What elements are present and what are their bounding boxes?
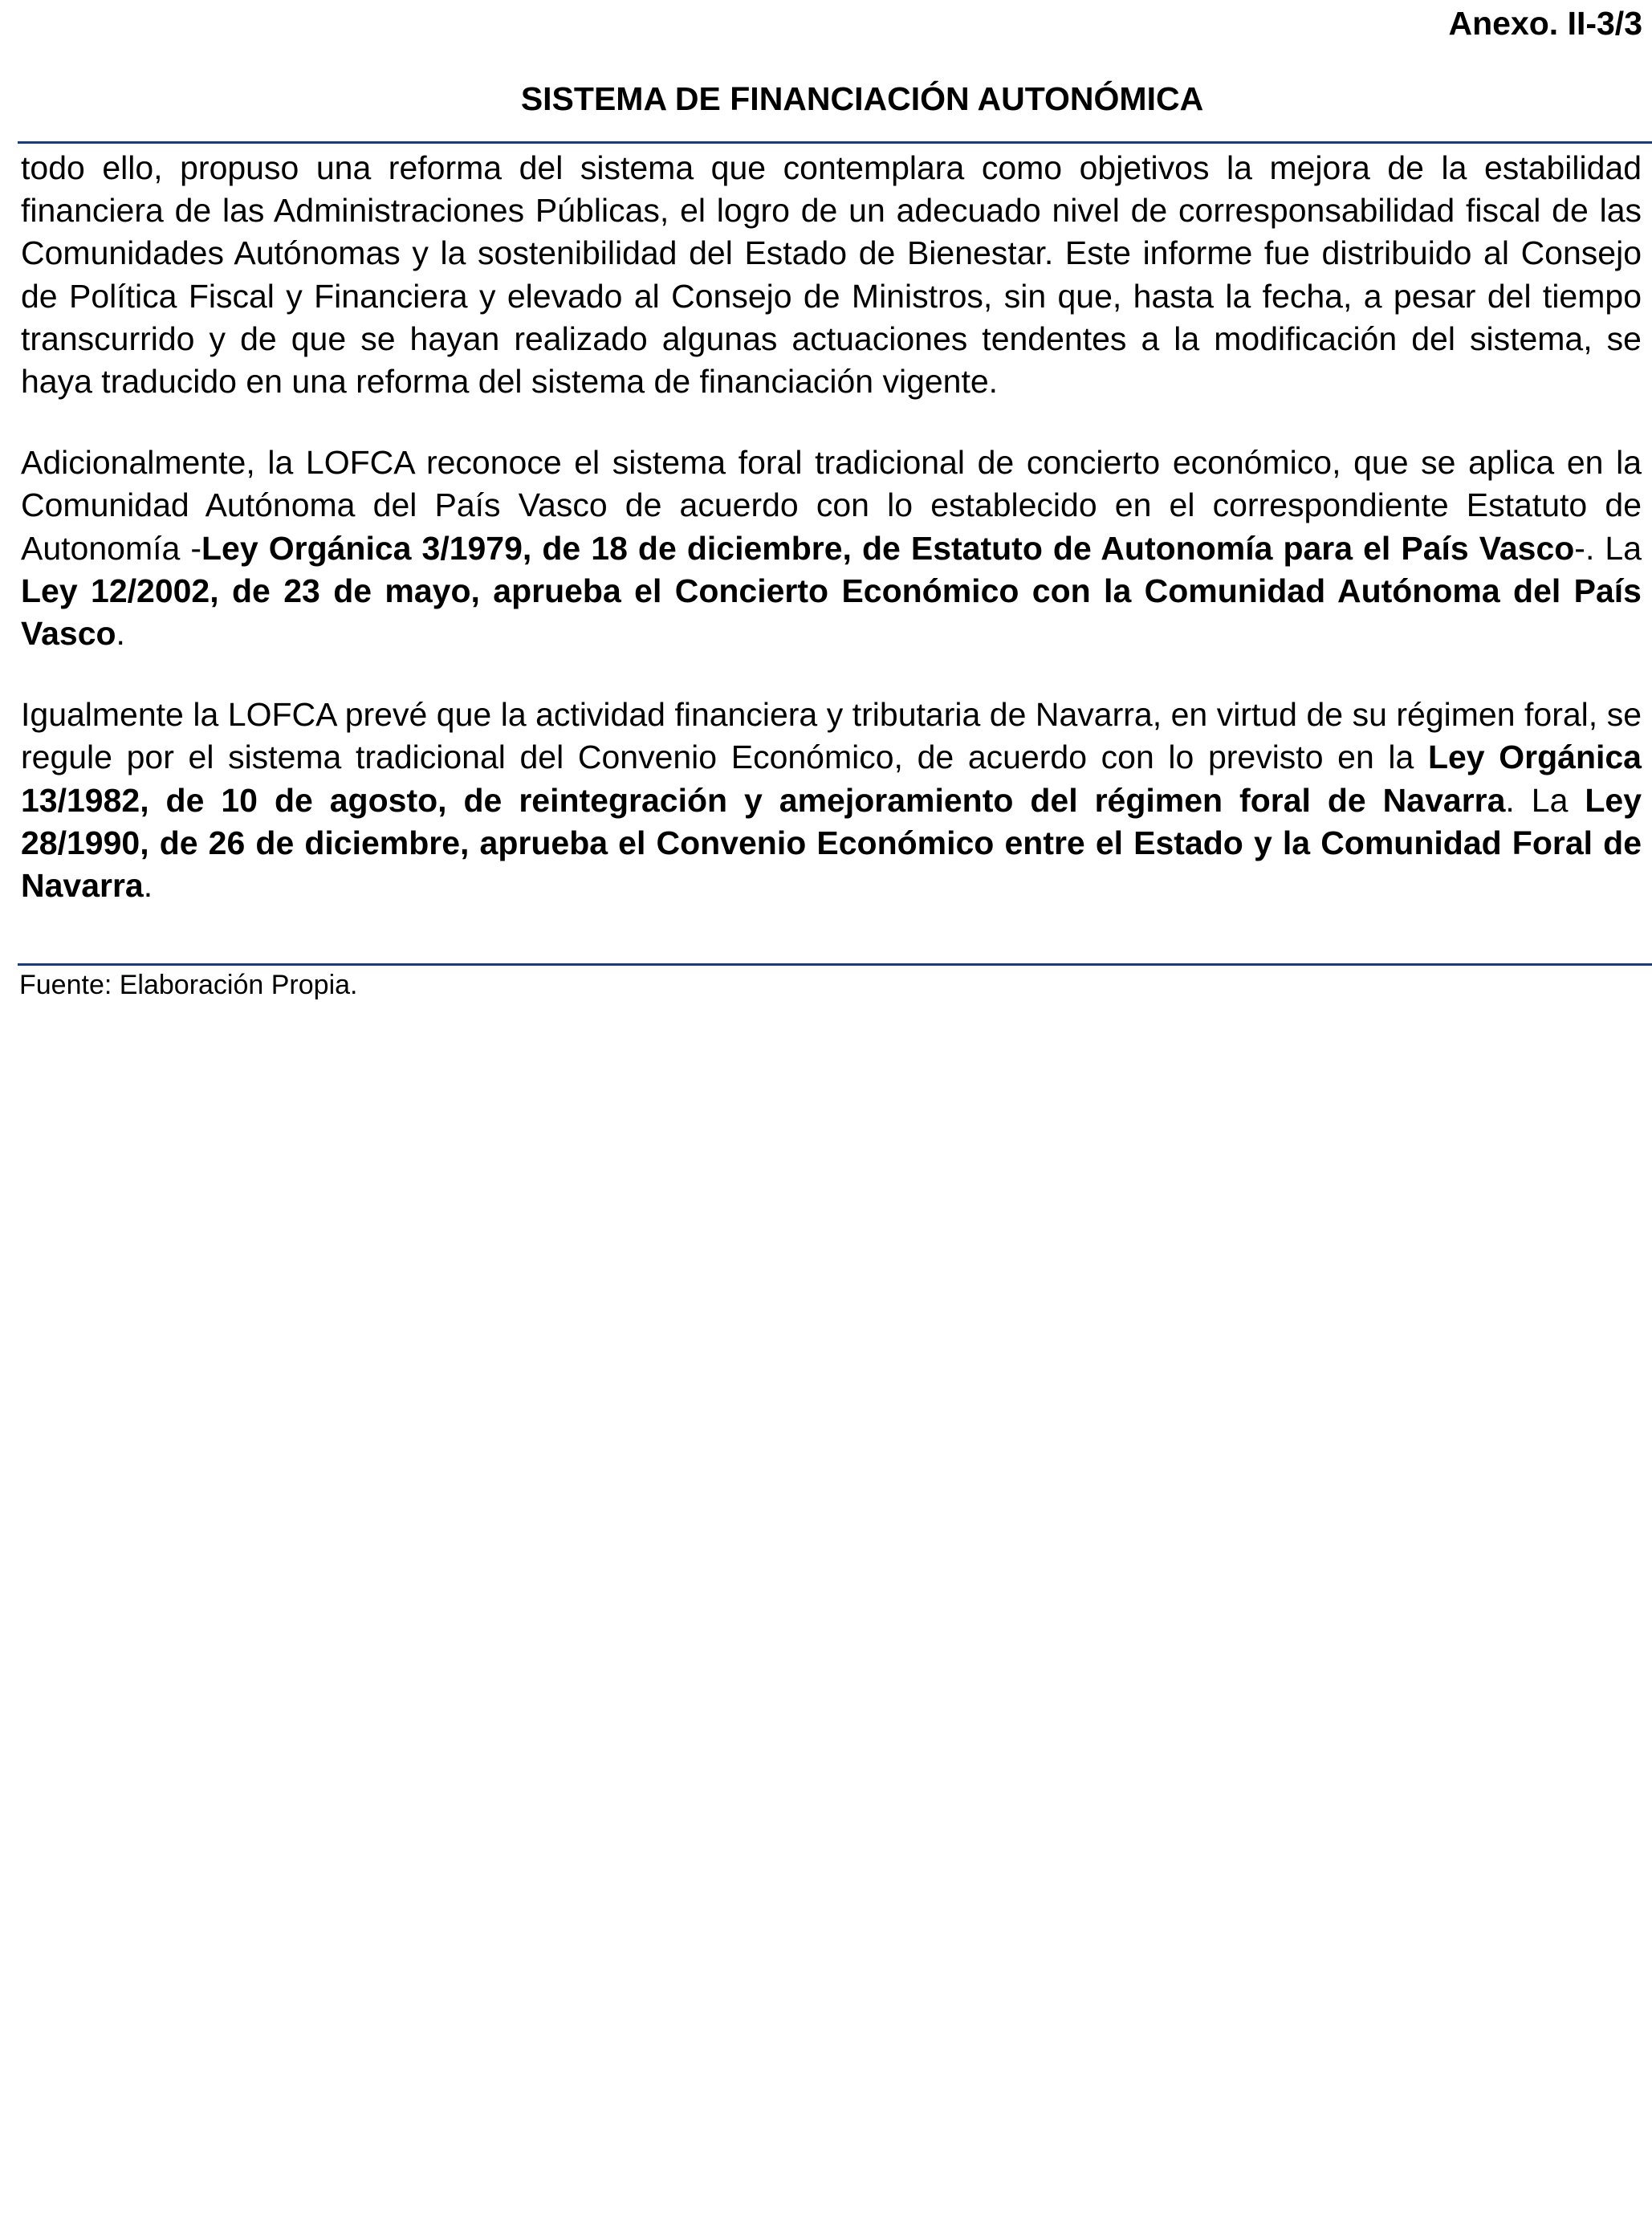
law-reference: Ley Orgánica 13/1982, de 10 de agosto, de reintegración y amejoramiento del régimen foral de Navarra: [21, 739, 1642, 819]
law-reference: Ley 28/1990, de 26 de diciembre, aprueba el Convenio Económico entre el Estado y la Comunidad Foral de Navarra: [21, 781, 1642, 905]
paragraph-text: -. La: [1574, 529, 1642, 567]
law-reference: Ley 12/2002, de 23 de mayo, aprueba el Concierto Económico con la Comunidad Autónoma del País Vasco: [21, 572, 1642, 653]
source-note: Fuente: Elaboración Propia.: [19, 970, 358, 1000]
top-divider: [18, 141, 1652, 144]
paragraph-text: Adicionalmente, la LOFCA reconoce el sistema foral tradicional de concierto económico, que se aplica en la Comunidad Autónoma del País Vasco de acuerdo con lo establecido en el correspondiente Estatuto de Autonomía -: [21, 444, 1642, 567]
body-text: [21, 147, 1642, 907]
paragraph-navarra: [21, 694, 1642, 907]
paragraph-pais-vasco: [21, 442, 1642, 655]
paragraph-text: .: [143, 867, 153, 905]
page-title: SISTEMA DE FINANCIACIÓN AUTONÓMICA: [520, 80, 1204, 117]
law-reference: Ley Orgánica 3/1979, de 18 de diciembre, de Estatuto de Autonomía para el País Vasco: [201, 529, 1575, 567]
annex-label: Anexo. II-3/3: [1448, 5, 1642, 42]
paragraph-text: Igualmente la LOFCA prevé que la actividad financiera y tributaria de Navarra, en virtud de su régimen foral, se regule por el sistema tradicional del Convenio Económico, de acuerdo con lo previsto en la: [21, 696, 1642, 776]
paragraph-reform: todo ello, propuso una reforma del sistema que contemplara como objetivos la mejora de la estabilidad financiera de las Administraciones Públicas, el logro de un adecuado nivel de corresponsabilidad fiscal de las Comunidades Autónomas y la sostenibilidad del Estado de Bienestar. Este informe fue distribuido al Consejo de Política Fiscal y Financiera y elevado al Consejo de Ministros, sin que, hasta la fecha, a pesar del tiempo transcurrido y de que se hayan realizado algunas actuaciones tendentes a la modificación del sistema, se haya traducido en una reforma del sistema de financiación vigente.: [21, 149, 1642, 401]
paragraph-text: . La: [1505, 781, 1585, 819]
paragraph-text: .: [116, 615, 125, 653]
